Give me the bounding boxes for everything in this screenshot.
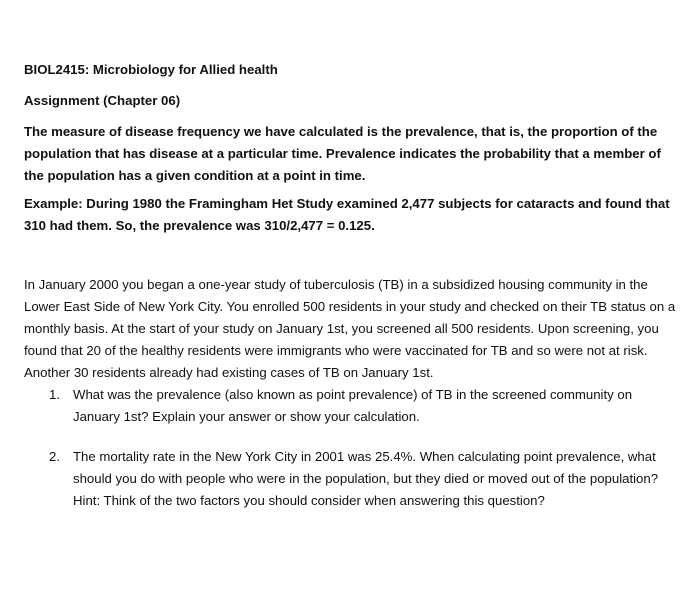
study-scenario: In January 2000 you began a one-year study of tuberculosis (TB) in a subsidized housing community in the Lower East Side of New York City. You enrolled 500 residents in your study and checked on their TB status on a monthly basis. At the start of your study on January 1st, you screened all 500 residents. Upon screening, you found that 20 of the healthy residents were immigrants who were vaccinated for TB and so were not at risk. Another 30 residents already had existing cases of TB on January 1st.	[24, 277, 676, 380]
assignment-title: Assignment (Chapter 06)	[24, 93, 181, 108]
course-title: BIOL2415: Microbiology for Allied health	[24, 62, 278, 77]
prevalence-example: Example: During 1980 the Framingham Het Study examined 2,477 subjects for cataracts and found that 310 had them. So, the prevalence was 310/2,477 = 0.125.	[24, 196, 670, 233]
question-text: What was the prevalence (also known as point prevalence) of TB in the screened community on January 1st? Explain your answer or show your calculation.	[73, 387, 633, 424]
question-number: 2.	[49, 449, 60, 464]
question-number: 1.	[49, 387, 60, 402]
question-item	[24, 384, 676, 428]
question-item	[24, 446, 676, 512]
question-text: The mortality rate in the New York City in 2001 was 25.4%. When calculating point prevalence, what should you do with people who were in the population, but they died or moved out of the population? Hint: Think of the two factors you should consider when answering this question?	[73, 449, 659, 508]
prevalence-definition: The measure of disease frequency we have calculated is the prevalence, that is, the proportion of the population that has disease at a particular time. Prevalence indicates the probability that a member of the population has a given condition at a point in time.	[24, 124, 661, 183]
